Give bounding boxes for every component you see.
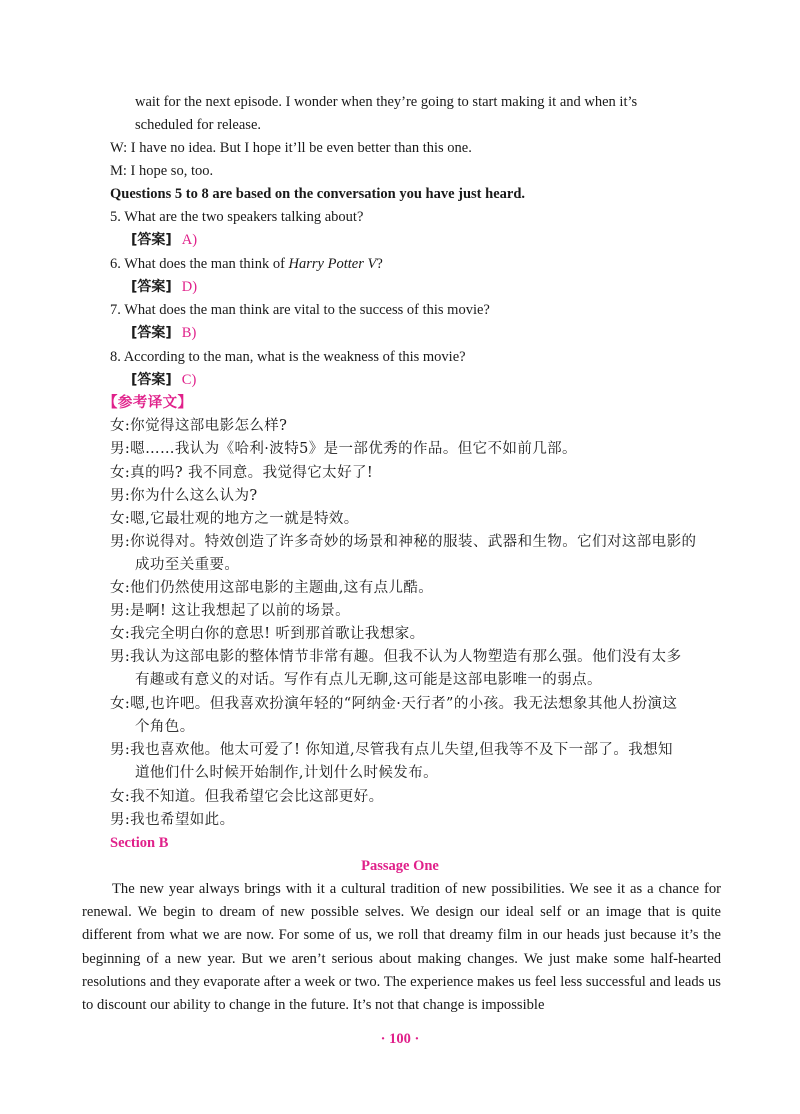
- translation-line: 女:真的吗? 我不同意。我觉得它太好了!: [110, 465, 374, 481]
- answer-row-6: [131, 277, 197, 297]
- section-label: Section B: [110, 835, 169, 851]
- conversation-line: scheduled for release.: [135, 117, 262, 133]
- answer-tag: [答案]: [131, 279, 172, 295]
- answer-value: B): [181, 325, 197, 341]
- question-7: 7. What does the man think are vital to the success of this movie?: [110, 302, 490, 318]
- answer-value: C): [181, 372, 197, 388]
- translation-line: 女:我不知道。但我希望它会比这部更好。: [110, 789, 384, 805]
- translation-line: 有趣或有意义的对话。写作有点儿无聊,这可能是这部电影唯一的弱点。: [135, 672, 602, 688]
- answer-row-8: [131, 370, 196, 390]
- translation-line: 男:是啊! 这让我想起了以前的场景。: [110, 603, 351, 619]
- question-8: 8. According to the man, what is the weakness of this movie?: [110, 349, 466, 365]
- translation-line: 男:我认为这部电影的整体情节非常有趣。但我不认为人物塑造有那么强。他们没有太多: [110, 649, 682, 665]
- question-6: [110, 254, 383, 274]
- answer-row-7: [131, 323, 196, 343]
- translation-line: 男:我也喜欢他。他太可爱了! 你知道,尽管我有点儿失望,但我等不及下一部了。我想知: [110, 742, 673, 758]
- translation-line: 女:我完全明白你的意思! 听到那首歌让我想家。: [110, 626, 425, 642]
- translation-line: 男:你说得对。特效创造了许多奇妙的场景和神秘的服装、武器和生物。它们对这部电影的: [110, 534, 697, 550]
- questions-heading: Questions 5 to 8 are based on the conversation you have just heard.: [110, 186, 526, 202]
- translation-line: 成功至关重要。: [135, 557, 240, 573]
- translation-line: 女:嗯,也许吧。但我喜欢扮演年轻的“阿纳金·天行者”的小孩。我无法想象其他人扮演这: [110, 696, 678, 712]
- passage-title: Passage One: [361, 858, 439, 874]
- answer-tag: [答案]: [131, 372, 172, 388]
- translation-line: 道他们什么时候开始制作,计划什么时候发布。: [135, 765, 439, 781]
- answer-value: A): [181, 232, 198, 248]
- answer-value: D): [181, 279, 198, 295]
- translation-line: 女:他们仍然使用这部电影的主题曲,这有点儿酷。: [110, 580, 434, 596]
- passage-paragraph: The new year always brings with it a cultural tradition of new possibilities. We see it as a chance for renewal. We begin to dream of new possible selves. We design our ideal self or an image that is quite different from what we are now. For some of us, we roll that dreamy film in our heads just because it’s the beginning of a new year. But we aren’t serious about making changes. We just make some half-hearted resolutions and they evaporate after a week or two. The experience makes us feel less successful and leads us to discount our ability to change in the future. It’s not that change is impossible: [82, 881, 721, 1014]
- answer-row-5: [131, 230, 197, 250]
- translation-line: 女:嗯,它最壮观的地方之一就是特效。: [110, 511, 359, 527]
- translation-line: 男:嗯……我认为《哈利·波特5》是一部优秀的作品。但它不如前几部。: [110, 441, 577, 457]
- translation-line: 男:我也希望如此。: [110, 812, 235, 828]
- movie-title: Harry Potter V: [288, 256, 377, 272]
- answer-tag: [答案]: [131, 232, 172, 248]
- translation-heading: 【参考译文】: [103, 394, 193, 411]
- answer-tag: [答案]: [131, 325, 172, 341]
- translation-line: 男:你为什么这么认为?: [110, 488, 258, 504]
- conversation-line: wait for the next episode. I wonder when they’re going to start making it and when it’s: [135, 94, 638, 110]
- question-5: 5. What are the two speakers talking about?: [110, 209, 364, 225]
- page-number: · 100 ·: [380, 1031, 420, 1047]
- conversation-line: W: I have no idea. But I hope it’ll be even better than this one.: [110, 140, 472, 156]
- translation-line: 个角色。: [135, 719, 195, 735]
- conversation-line: M: I hope so, too.: [110, 163, 214, 179]
- translation-line: 女:你觉得这部电影怎么样?: [110, 418, 288, 434]
- question-mark: ?: [376, 256, 383, 272]
- question-text: 6. What does the man think of: [110, 256, 289, 272]
